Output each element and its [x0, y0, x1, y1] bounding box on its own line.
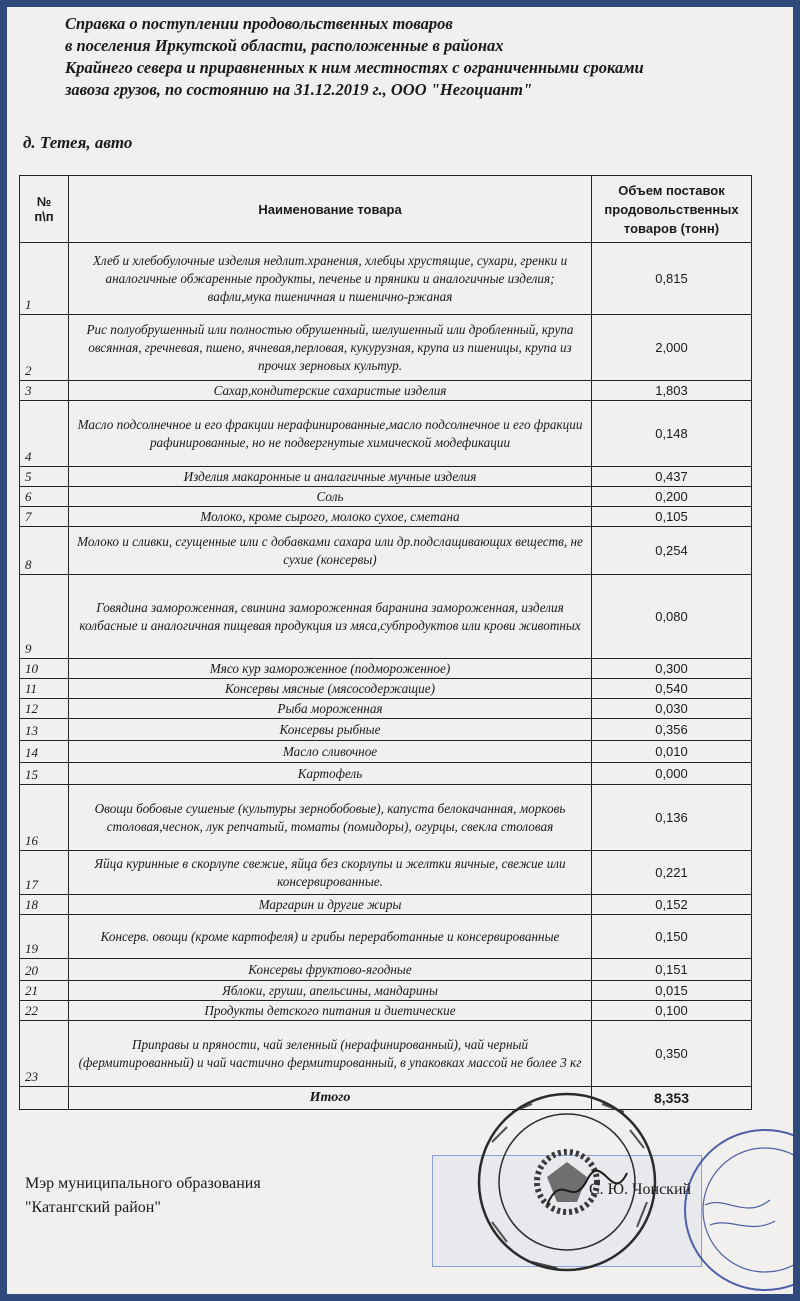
table-row [20, 699, 752, 719]
row-number: 12 [20, 699, 69, 719]
volume-value: 0,540 [592, 679, 752, 699]
table-row [20, 527, 752, 575]
signer-org: "Катангский район" [25, 1199, 161, 1216]
table-row [20, 243, 752, 315]
document-page [7, 7, 793, 1294]
product-name: Приправы и пряности, чай зеленный (нерафинированный), чай черный (фермитированный) и чай частично фермитированный, в упаковках массой не более 3 кг [69, 1021, 592, 1087]
row-number: 7 [20, 507, 69, 527]
row-number: 2 [20, 315, 69, 381]
blue-seal-icon [675, 1125, 793, 1294]
signer-name: С. Ю. Чонский [589, 1181, 692, 1198]
product-name: Консервы мясные (мясосодержащие) [69, 679, 592, 699]
product-name: Говядина замороженная, свинина замороженная баранина замороженная, изделия колбасные и аналогичная пищевая продукция из мяса,субпродуктов или крови животных [69, 575, 592, 659]
volume-value: 0,105 [592, 507, 752, 527]
row-number: 14 [20, 741, 69, 763]
volume-value: 0,152 [592, 895, 752, 915]
product-name: Мясо кур замороженное (подмороженное) [69, 659, 592, 679]
row-number: 13 [20, 719, 69, 741]
table-row [20, 507, 752, 527]
total-label: Итого [69, 1087, 592, 1110]
volume-value: 1,803 [592, 381, 752, 401]
row-number: 9 [20, 575, 69, 659]
table-row [20, 959, 752, 981]
product-name: Молоко, кроме сырого, молоко сухое, сметана [69, 507, 592, 527]
row-number: 5 [20, 467, 69, 487]
signature-icon [542, 1165, 632, 1215]
total-value: 8,353 [592, 1087, 752, 1110]
location-label: д. Тетея, авто [23, 133, 133, 152]
row-number: 1 [20, 243, 69, 315]
table-row [20, 915, 752, 959]
row-number: 11 [20, 679, 69, 699]
total-spacer [20, 1087, 69, 1110]
volume-value: 0,030 [592, 699, 752, 719]
row-number: 6 [20, 487, 69, 507]
volume-value: 0,080 [592, 575, 752, 659]
volume-value: 0,300 [592, 659, 752, 679]
product-name: Яблоки, груши, апельсины, мандарины [69, 981, 592, 1001]
product-name: Картофель [69, 763, 592, 785]
table-row [20, 315, 752, 381]
table-body [20, 243, 752, 1110]
col-name-header: Наименование товара [69, 176, 592, 243]
product-name: Изделия макаронные и аналагичные мучные изделия [69, 467, 592, 487]
volume-value: 0,815 [592, 243, 752, 315]
table-row [20, 401, 752, 467]
volume-value: 2,000 [592, 315, 752, 381]
product-name: Сахар,кондитерские сахаристые изделия [69, 381, 592, 401]
product-name: Масло подсолнечное и его фракции нерафинированные,масло подсолнечное и его фракции рафинированные, но не подвергнутые химической модефикации [69, 401, 592, 467]
col-volume-header: Объем поставок продовольственных товаров (тонн) [592, 176, 752, 243]
title-line: Крайнего севера и приравненных к ним местностях с ограниченными сроками [65, 58, 644, 77]
product-name: Яйца куринные в скорлупе свежие, яйца без скорлупы и желтки яичные, свежие или консервированные. [69, 851, 592, 895]
table-row [20, 487, 752, 507]
table-row [20, 467, 752, 487]
product-name: Продукты детского питания и диетические [69, 1001, 592, 1021]
row-number: 4 [20, 401, 69, 467]
volume-value: 0,148 [592, 401, 752, 467]
product-name: Рыба мороженная [69, 699, 592, 719]
table-header-row [20, 176, 752, 243]
title-line: в поселения Иркутской области, расположенные в районах [65, 36, 504, 55]
table-row [20, 575, 752, 659]
row-number: 19 [20, 915, 69, 959]
volume-value: 0,151 [592, 959, 752, 981]
product-name: Хлеб и хлебобулочные изделия недлит.хранения, хлебцы хрустящие, сухари, гренки и аналогичные обжаренные продукты, печенье и пряники и аналогичные изделия; вафли,мука пшеничная и пшенично-ржаная [69, 243, 592, 315]
signer-title: Мэр муниципального образования [25, 1175, 261, 1192]
table-row [20, 1001, 752, 1021]
volume-value: 0,010 [592, 741, 752, 763]
row-number: 21 [20, 981, 69, 1001]
supply-table [19, 175, 752, 1110]
product-name: Масло сливочное [69, 741, 592, 763]
volume-value: 0,350 [592, 1021, 752, 1087]
table-row [20, 981, 752, 1001]
volume-value: 0,000 [592, 763, 752, 785]
product-name: Соль [69, 487, 592, 507]
product-name: Овощи бобовые сушеные (культуры зернобобовые), капуста белокачанная, морковь столовая,чеснок, лук репчатый, томаты (помидоры), огурцы, свекла столовая [69, 785, 592, 851]
product-name: Консервы фруктово-ягодные [69, 959, 592, 981]
table-row [20, 679, 752, 699]
volume-value: 0,136 [592, 785, 752, 851]
table-row [20, 381, 752, 401]
table-row [20, 659, 752, 679]
volume-value: 0,254 [592, 527, 752, 575]
title-line: Справка о поступлении продовольственных товаров [65, 14, 453, 33]
product-name: Консерв. овощи (кроме картофеля) и грибы переработанные и консервированные [69, 915, 592, 959]
table-row [20, 1021, 752, 1087]
row-number: 22 [20, 1001, 69, 1021]
volume-value: 0,150 [592, 915, 752, 959]
row-number: 15 [20, 763, 69, 785]
product-name: Консервы рыбные [69, 719, 592, 741]
product-name: Молоко и сливки, сгущенные или с добавками сахара или др.подслащивающих веществ, не сухие (консервы) [69, 527, 592, 575]
table-row [20, 851, 752, 895]
row-number: 17 [20, 851, 69, 895]
row-number: 20 [20, 959, 69, 981]
row-number: 18 [20, 895, 69, 915]
table-row [20, 741, 752, 763]
volume-value: 0,356 [592, 719, 752, 741]
product-name: Маргарин и другие жиры [69, 895, 592, 915]
table-row [20, 895, 752, 915]
row-number: 8 [20, 527, 69, 575]
volume-value: 0,437 [592, 467, 752, 487]
row-number: 23 [20, 1021, 69, 1087]
row-number: 16 [20, 785, 69, 851]
volume-value: 0,221 [592, 851, 752, 895]
volume-value: 0,100 [592, 1001, 752, 1021]
volume-value: 0,200 [592, 487, 752, 507]
table-row [20, 719, 752, 741]
col-num-header: № п\п [20, 176, 69, 243]
row-number: 3 [20, 381, 69, 401]
document-title [65, 13, 745, 101]
row-number: 10 [20, 659, 69, 679]
table-row [20, 785, 752, 851]
product-name: Рис полуобрушенный или полностью обрушенный, шелушенный или дробленный, крупа овсянная, гречневая, пшено, ячневая,перловая, кукурузная, крупа из пшеницы, крупа из прочих зерновых культур. [69, 315, 592, 381]
title-line: завоза грузов, по состоянию на 31.12.2019 г., ООО "Негоциант" [65, 80, 533, 99]
table-row [20, 763, 752, 785]
volume-value: 0,015 [592, 981, 752, 1001]
